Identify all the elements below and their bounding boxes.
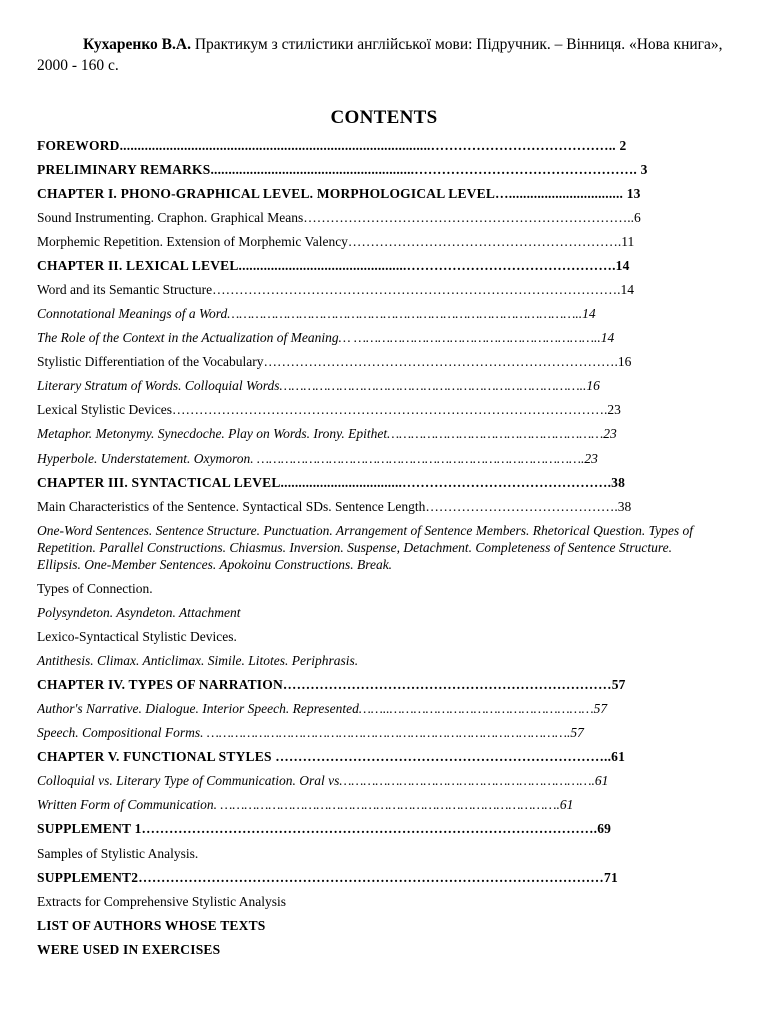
toc-entry-supplement-2: SUPPLEMENT2…………………………………………………………………………………………71 xyxy=(37,870,618,885)
toc-entry-chapter-4: CHAPTER IV. TYPES OF NARRATION………………………………………………………………57 xyxy=(37,677,626,692)
toc-entry-paragraph: One-Word Sentences. Sentence Structure. Punctuation. Arrangement of Sentence Members. Rhetorical Question. Types of Repetition. Parallel Constructions. Chiasmus. Inversion. Suspense, Detachment. Completeness of Sentence Structure. Ellipsis. One-Member Sentences. Apokoinu Constructions. Break. xyxy=(37,523,693,572)
toc-entry: Literary Stratum of Words. Colloquial Words…………………………………………………………………..16 xyxy=(37,378,600,393)
toc-entry-chapter-1: CHAPTER I. PHONO-GRAPHICAL LEVEL. MORPHOLOGICAL LEVEL…................................ 13 xyxy=(37,186,641,201)
contents-title: CONTENTS xyxy=(330,107,438,128)
toc-entry-list-of-authors: LIST OF AUTHORS WHOSE TEXTS xyxy=(37,918,266,933)
toc-entry: Metaphor. Metonymy. Synecdoche. Play on Words. Irony. Epithet………………………………………………23 xyxy=(37,426,617,441)
toc-entry: Lexical Stylistic Devices…………………………………………………………………………………….23 xyxy=(37,402,621,417)
toc-entry: Morphemic Repetition. Extension of Morphemic Valency…………………………………………………….11 xyxy=(37,234,635,249)
toc-entry-chapter-3: CHAPTER III. SYNTACTICAL LEVEL..................................……………………………………….38 xyxy=(37,475,626,490)
toc-entry: Samples of Stylistic Analysis. xyxy=(37,846,199,861)
toc-entry: Colloquial vs. Literary Type of Communication. Oral vs……………………………………………………….61 xyxy=(37,773,609,788)
toc-entry: Speech. Compositional Forms. ……………………………………………………………………………….57 xyxy=(37,725,584,740)
toc-entry: Author's Narrative. Dialogue. Interior Speech. Represented……..……………………………………………57 xyxy=(37,701,608,716)
toc-entry-foreword: FOREWORD.......................................................................................………………………………….. 2 xyxy=(37,138,627,153)
toc-entry: Extracts for Comprehensive Stylistic Analysis xyxy=(37,894,286,909)
toc-entry: Written Form of Communication. ………………………………………………………………………….61 xyxy=(37,797,574,812)
reference-details: Практикум з стилістики англійської мови: Підручник. – Вінниця. «Нова книга», 2000 - 160 с. xyxy=(37,36,723,74)
toc-entry-supplement-1: SUPPLEMENT 1……………………………………………………………………………………….69 xyxy=(37,821,612,836)
toc-entry-list-of-authors-cont: WERE USED IN EXERCISES xyxy=(37,942,221,957)
toc-entry: Sound Instrumenting. Craphon. Graphical Means………………………………………………………………..6 xyxy=(37,210,641,225)
toc-entry: Lexico-Syntactical Stylistic Devices. xyxy=(37,629,237,644)
toc-entry: The Role of the Context in the Actualization of Meaning… ……………………………………………………..14 xyxy=(37,330,615,345)
toc-entry: Connotational Meanings of a Word……………………………………………………………………………..14 xyxy=(37,306,596,321)
toc-entry: Main Characteristics of the Sentence. Syntactical SDs. Sentence Length…………………………………….38 xyxy=(37,499,632,514)
toc-entry-preliminary-remarks: PRELIMINARY REMARKS.........................................................…………………………………………. 3 xyxy=(37,162,648,177)
toc-entry: Antithesis. Climax. Anticlimax. Simile. Litotes. Periphrasis. xyxy=(37,653,359,668)
toc-entry: Hyperbole. Understatement. Oxymoron. ……………………………………………………………………….23 xyxy=(37,451,598,466)
reference-author: Кухаренко В.А. xyxy=(83,36,191,53)
toc-entry: Stylistic Differentiation of the Vocabulary…………………………………………………………………….16 xyxy=(37,354,632,369)
toc-entry: Polysyndeton. Asyndeton. Attachment xyxy=(37,605,241,620)
toc-entry: Word and its Semantic Structure……………………………………………………………………………….14 xyxy=(37,282,634,297)
toc-entry-chapter-5: CHAPTER V. FUNCTIONAL STYLES ………………………………………………………………..61 xyxy=(37,749,626,764)
toc-entry-chapter-2: CHAPTER II. LEXICAL LEVEL...............................................……………………………………….14 xyxy=(37,258,630,273)
bibliographic-reference xyxy=(37,34,737,76)
toc-entry: Types of Connection. xyxy=(37,581,153,596)
